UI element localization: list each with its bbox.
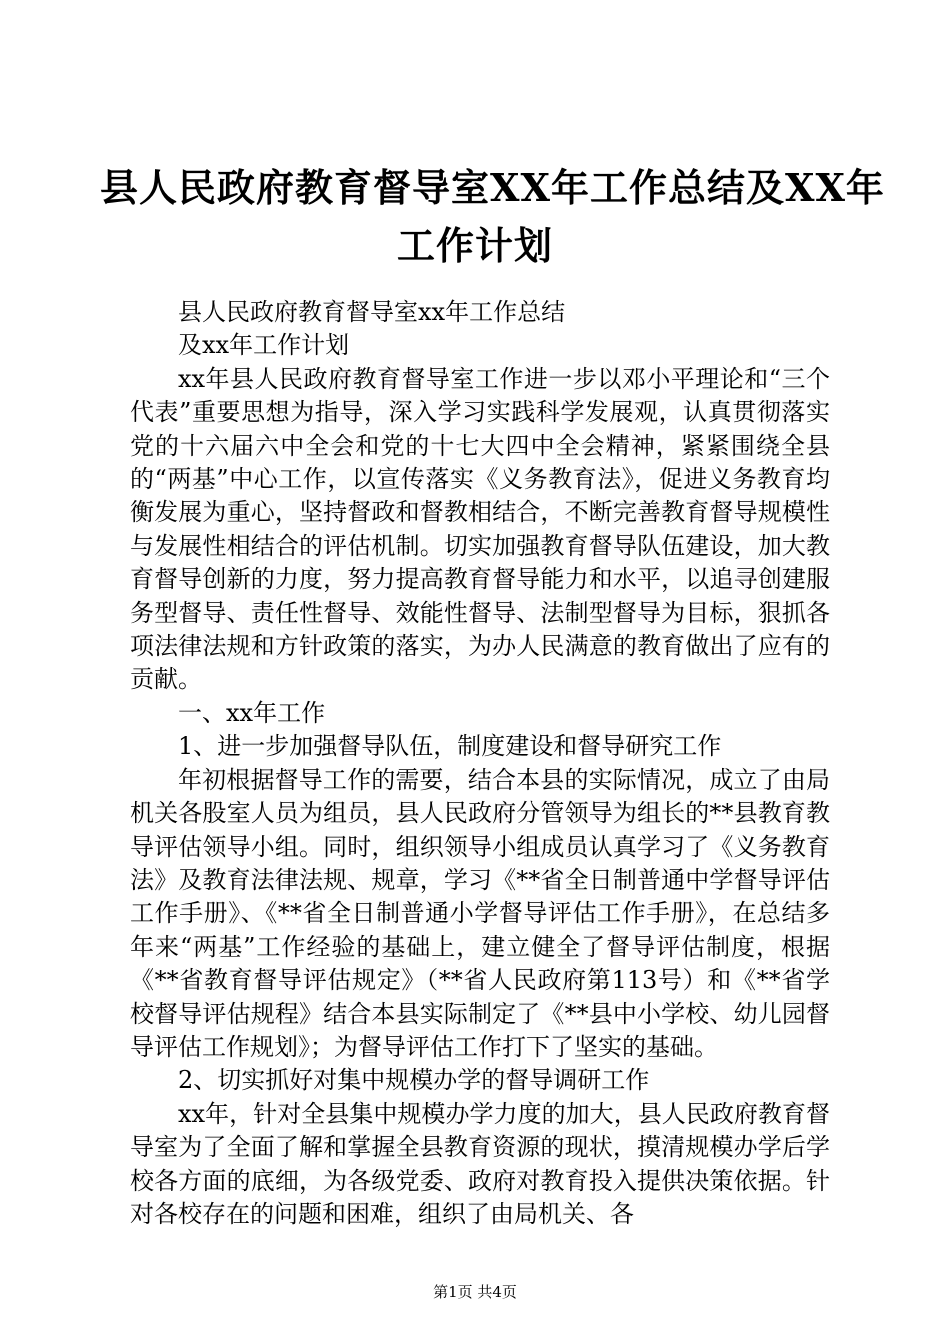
body-paragraph: xx年县人民政府教育督导室工作进一步以邓小平理论和“三个代表”重要思想为指导，深入学习实践科学发展观，认真贯彻落实党的十六届六中全会和党的十七大四中全会精神，紧紧围绕全县的“两基”中心工作，以宣传落实《义务教育法》，促进义务教育均衡发展为重心，坚持督政和督教相结合，不断完善教育督导规模性与发展性相结合的评估机制。切实加强教育督导队伍建设，加大教育督导创新的力度，努力提高教育督导能力和水平，以追寻创建服务型督导、责任性督导、效能性督导、法制型督导为目标，狠抓各项法律法规和方针政策的落实，为办人民满意的教育做出了应有的贡献。 [130, 364, 830, 694]
body-paragraph: xx年，针对全县集中规模办学力度的加大，县人民政府教育督导室为了全面了解和掌握全县教育资源的现状，摸清规模办学后学校各方面的底细，为各级党委、政府对教育投入提供决策依据。针对各校存在的问题和困难，组织了由局机关、各 [130, 1099, 830, 1228]
subtitle-line-1: 县人民政府教育督导室xx年工作总结 [178, 298, 566, 326]
subtitle-line-2: 及xx年工作计划 [178, 331, 350, 360]
document-body [130, 296, 830, 1231]
document-title-line-2: 工作计划 [396, 223, 553, 268]
subsection-heading: 2、切实抓好对集中规模办学的督导调研工作 [178, 1066, 650, 1095]
document-title-line-1: 县人民政府教育督导室XX年工作总结及XX年 [100, 165, 885, 210]
page-footer: 第1页 共4页 [433, 1283, 517, 1301]
subsection-heading: 1、进一步加强督导队伍，制度建设和督导研究工作 [178, 732, 722, 761]
body-paragraph: 年初根据督导工作的需要，结合本县的实际情况，成立了由局机关各股室人员为组员，县人民政府分管领导为组长的**县教育教导评估领导小组。同时，组织领导小组成员认真学习了《义务教育法》及教育法律法规、规章，学习《**省全日制普通中学督导评估工作手册》、《**省全日制普通小学督导评估工作手册》，在总结多年来“两基”工作经验的基础上，建立健全了督导评估制度，根据《**省教育督导评估规定》（**省人民政府第113号）和《**省学校督导评估规程》结合本县实际制定了《**县中小学校、幼儿园督导评估工作规划》；为督导评估工作打下了坚实的基础。 [130, 765, 830, 1061]
section-heading: 一、xx年工作 [178, 698, 326, 727]
